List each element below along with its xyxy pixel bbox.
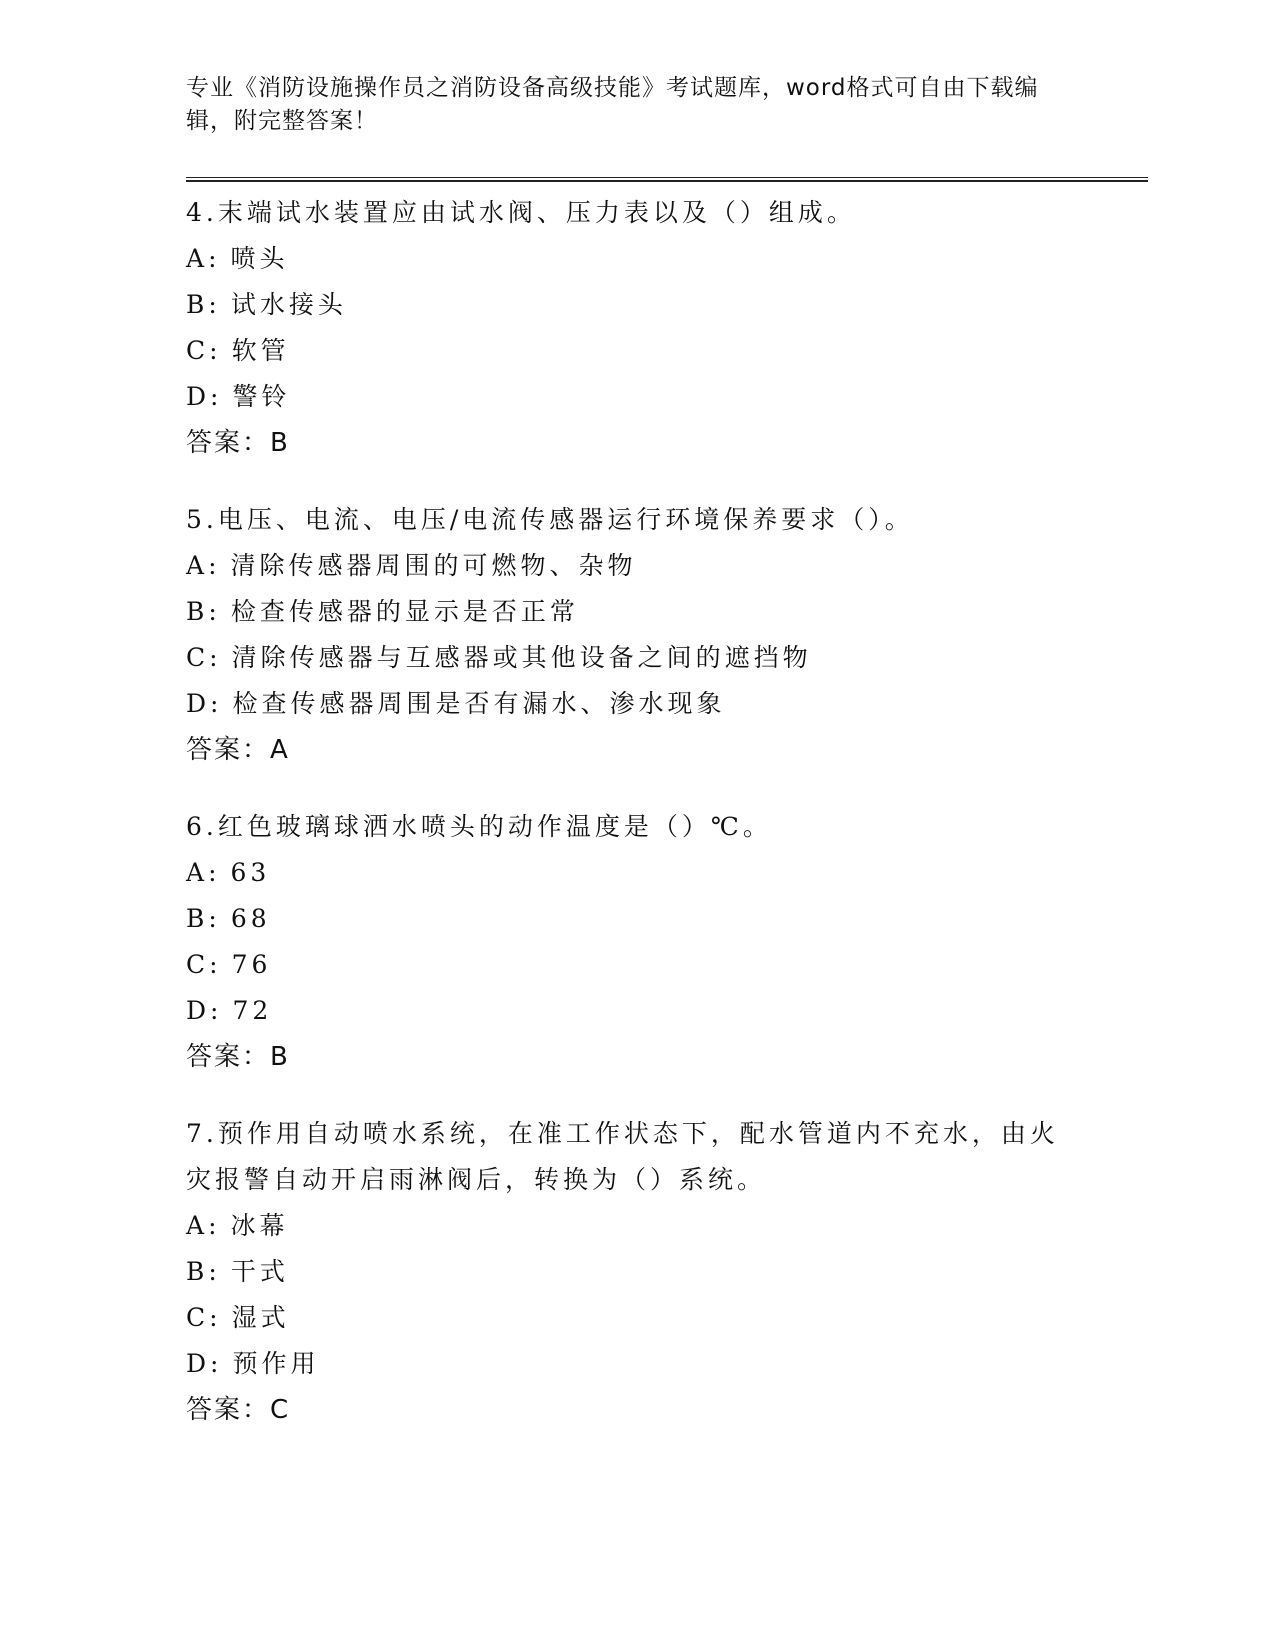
- option-separator: :: [210, 689, 223, 718]
- option-text: 试水接头: [230, 290, 347, 319]
- answer-label: 答案：: [186, 1395, 271, 1425]
- option-letter: D: [186, 382, 211, 411]
- option-letter: D: [186, 1349, 211, 1378]
- answer-value: A: [270, 735, 290, 765]
- option-letter: B: [186, 1257, 209, 1286]
- question-item: [186, 1111, 1086, 1433]
- question-list: [186, 190, 1086, 1464]
- option-b: [186, 282, 1086, 328]
- option-text: 冰幕: [230, 1211, 289, 1240]
- intro-line-2: 辑，附完整答案！: [186, 108, 378, 134]
- option-letter: B: [186, 290, 209, 319]
- option-text: 72: [232, 996, 273, 1025]
- intro-line-1: 专业《消防设施操作员之消防设备高级技能》考试题库，word格式可自由下载编: [186, 75, 1039, 101]
- option-separator: :: [210, 996, 223, 1025]
- option-text: 76: [231, 950, 272, 979]
- option-letter: D: [186, 996, 211, 1025]
- option-c: [186, 328, 1086, 374]
- option-letter: B: [186, 904, 209, 933]
- option-separator: :: [208, 290, 221, 319]
- option-separator: :: [209, 950, 222, 979]
- answer-label: 答案：: [186, 1042, 271, 1072]
- option-separator: :: [208, 858, 221, 887]
- option-letter: C: [186, 950, 210, 979]
- option-letter: C: [186, 643, 210, 672]
- option-separator: :: [210, 1349, 223, 1378]
- answer-line: [186, 1034, 1086, 1080]
- question-item: [186, 804, 1086, 1080]
- question-text: 6.红色玻璃球洒水喷头的动作温度是（）℃。: [186, 812, 772, 841]
- option-separator: :: [208, 244, 221, 273]
- question-item: [186, 190, 1086, 466]
- option-text: 清除传感器周围的可燃物、杂物: [230, 551, 637, 580]
- option-separator: :: [208, 1257, 221, 1286]
- answer-line: [186, 727, 1086, 773]
- document-intro: [186, 72, 1066, 138]
- answer-value: C: [270, 1395, 291, 1425]
- option-text: 检查传感器周围是否有漏水、渗水现象: [232, 689, 726, 718]
- question-text: 4.末端试水装置应由试水阀、压力表以及（）组成。: [186, 198, 856, 227]
- option-letter: A: [186, 1211, 209, 1240]
- header-divider: [186, 177, 1148, 182]
- option-c: [186, 635, 1086, 681]
- option-letter: C: [186, 1303, 210, 1332]
- option-text: 68: [230, 904, 271, 933]
- option-text: 干式: [230, 1257, 289, 1286]
- option-separator: :: [209, 336, 222, 365]
- option-separator: :: [208, 904, 221, 933]
- option-separator: :: [210, 382, 223, 411]
- option-a: [186, 850, 1086, 896]
- option-text: 预作用: [232, 1349, 320, 1378]
- option-text: 喷头: [230, 244, 289, 273]
- option-c: [186, 942, 1086, 988]
- option-d: [186, 374, 1086, 420]
- option-letter: A: [186, 858, 209, 887]
- option-letter: B: [186, 597, 209, 626]
- option-a: [186, 1203, 1086, 1249]
- option-letter: A: [186, 551, 209, 580]
- option-separator: :: [209, 643, 222, 672]
- answer-value: B: [270, 428, 290, 458]
- question-item: [186, 497, 1086, 773]
- answer-label: 答案：: [186, 735, 271, 765]
- option-c: [186, 1295, 1086, 1341]
- option-separator: :: [208, 597, 221, 626]
- answer-label: 答案：: [186, 428, 271, 458]
- option-a: [186, 236, 1086, 282]
- answer-line: [186, 1387, 1086, 1433]
- option-text: 湿式: [231, 1303, 290, 1332]
- option-text: 清除传感器与互感器或其他设备之间的遮挡物: [231, 643, 812, 672]
- option-text: 63: [230, 858, 271, 887]
- option-d: [186, 1341, 1086, 1387]
- option-b: [186, 589, 1086, 635]
- option-text: 软管: [231, 336, 290, 365]
- option-text: 警铃: [232, 382, 291, 411]
- option-b: [186, 896, 1086, 942]
- question-text: 7.预作用自动喷水系统，在准工作状态下，配水管道内不充水，由火灾报警自动开启雨淋阀后，转换为（）系统。: [186, 1119, 1059, 1194]
- option-letter: C: [186, 336, 210, 365]
- option-text: 检查传感器的显示是否正常: [230, 597, 579, 626]
- option-letter: A: [186, 244, 209, 273]
- question-text: 5.电压、电流、电压/电流传感器运行环境保养要求（）。: [186, 505, 914, 534]
- answer-value: B: [270, 1042, 290, 1072]
- option-b: [186, 1249, 1086, 1295]
- option-a: [186, 543, 1086, 589]
- answer-line: [186, 420, 1086, 466]
- option-separator: :: [209, 1303, 222, 1332]
- option-d: [186, 988, 1086, 1034]
- option-separator: :: [208, 551, 221, 580]
- option-d: [186, 681, 1086, 727]
- option-separator: :: [208, 1211, 221, 1240]
- option-letter: D: [186, 689, 211, 718]
